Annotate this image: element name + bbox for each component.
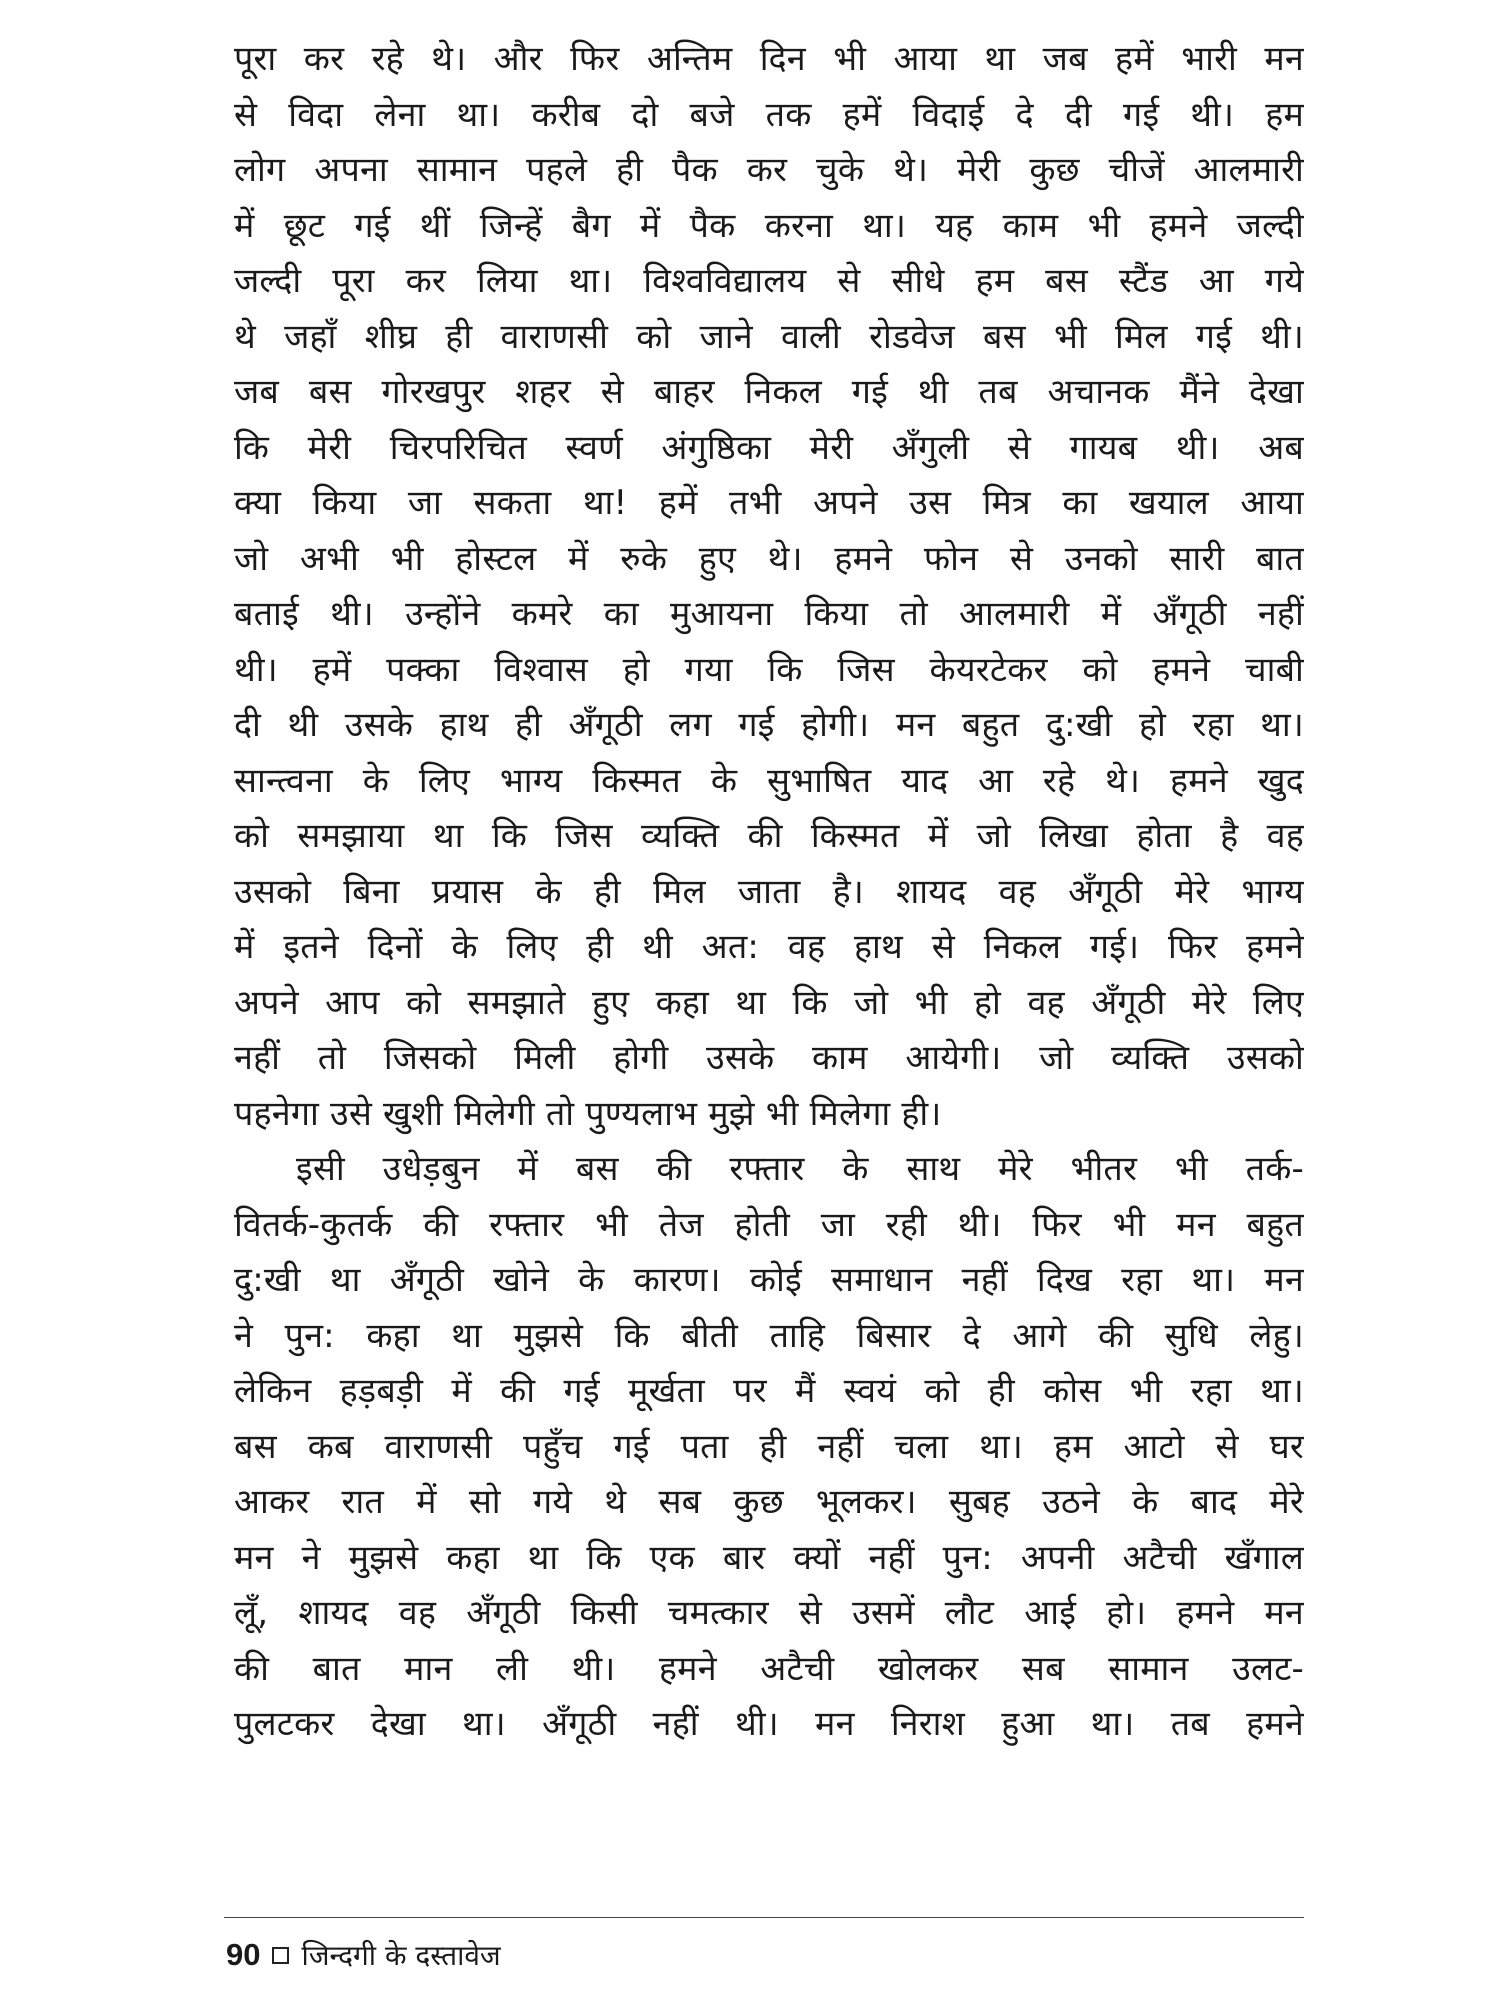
text-line: में छूट गई थीं जिन्हें बैग में पैक करना था। यह काम भी हमने जल्दी (234, 205, 1304, 246)
text-line: सान्त्वना के लिए भाग्य किस्मत के सुभाषित याद आ रहे थे। हमने खुद (234, 760, 1304, 801)
text-line: लूँ, शायद वह अँगूठी किसी चमत्कार से उसमें लौट आई हो। हमने मन (234, 1593, 1304, 1633)
text-line: कि मेरी चिरपरिचित स्वर्ण अंगुष्ठिका मेरी अँगुली से गायब थी। अब (234, 427, 1304, 468)
text-line: थी। हमें पक्का विश्वास हो गया कि जिस केयरटेकर को हमने चाबी (234, 649, 1304, 690)
text-line: में इतने दिनों के लिए ही थी अत: वह हाथ से निकल गई। फिर हमने (234, 927, 1304, 967)
text-line: वितर्क-कुतर्क की रफ्तार भी तेज होती जा रही थी। फिर भी मन बहुत (234, 1204, 1304, 1245)
paragraph-2 (234, 1142, 1304, 1753)
text-line: ने पुन: कहा था मुझसे कि बीती ताहि बिसार दे आगे की सुधि लेहु। (234, 1315, 1304, 1356)
text-line: पहनेगा उसे खुशी मिलेगी तो पुण्यलाभ मुझे भी मिलेगा ही। (234, 1093, 942, 1134)
text-line: पुलटकर देखा था। अँगूठी नहीं थी। मन निराश हुआ था। तब हमने (234, 1704, 1304, 1744)
text-line: क्या किया जा सकता था! हमें तभी अपने उस मित्र का खयाल आया (234, 483, 1304, 523)
text-line: बस कब वाराणसी पहुँच गई पता ही नहीं चला था। हम आटो से घर (234, 1426, 1304, 1467)
paragraph-1 (234, 32, 1304, 1142)
page-footer (226, 1935, 501, 1975)
text-line: नहीं तो जिसको मिली होगी उसके काम आयेगी। जो व्यक्ति उसको (234, 1038, 1304, 1078)
page-number: 90 (226, 1937, 261, 1972)
text-line: अपने आप को समझाते हुए कहा था कि जो भी हो वह अँगूठी मेरे लिए (234, 982, 1304, 1023)
text-line: को समझाया था कि जिस व्यक्ति की किस्मत में जो लिखा होता है वह (234, 816, 1304, 856)
square-bullet-icon (272, 1947, 289, 1964)
text-line: उसको बिना प्रयास के ही मिल जाता है। शायद वह अँगूठी मेरे भाग्य (234, 871, 1304, 912)
text-line: जल्दी पूरा कर लिया था। विश्वविद्यालय से सीधे हम बस स्टैंड आ गये (234, 261, 1304, 301)
footer-divider (224, 1917, 1304, 1918)
text-line: लोग अपना सामान पहले ही पैक कर चुके थे। मेरी कुछ चीजें आलमारी (234, 150, 1304, 190)
text-line: से विदा लेना था। करीब दो बजे तक हमें विदाई दे दी गई थी। हम (234, 94, 1304, 135)
book-title: जिन्दगी के दस्तावेज (301, 1939, 501, 1972)
text-line: दु:खी था अँगूठी खोने के कारण। कोई समाधान नहीं दिख रहा था। मन (234, 1260, 1304, 1300)
text-line: इसी उधेड़बुन में बस की रफ्तार के साथ मेरे भीतर भी तर्क- (296, 1149, 1304, 1189)
text-line: की बात मान ली थी। हमने अटैची खोलकर सब सामान उलट- (234, 1648, 1304, 1689)
text-line: लेकिन हड़बड़ी में की गई मूर्खता पर मैं स्वयं को ही कोस भी रहा था। (234, 1371, 1304, 1411)
text-line: जब बस गोरखपुर शहर से बाहर निकल गई थी तब अचानक मैंने देखा (234, 372, 1304, 412)
body-text (234, 32, 1304, 1753)
text-line: बताई थी। उन्होंने कमरे का मुआयना किया तो आलमारी में अँगूठी नहीं (234, 594, 1304, 634)
text-line: आकर रात में सो गये थे सब कुछ भूलकर। सुबह उठने के बाद मेरे (234, 1482, 1304, 1522)
text-line: पूरा कर रहे थे। और फिर अन्तिम दिन भी आया था जब हमें भारी मन (234, 39, 1304, 79)
text-line: जो अभी भी होस्टल में रुके हुए थे। हमने फोन से उनको सारी बात (234, 538, 1304, 579)
text-line: मन ने मुझसे कहा था कि एक बार क्यों नहीं पुन: अपनी अटैची खँगाल (234, 1537, 1304, 1578)
text-line: थे जहाँ शीघ्र ही वाराणसी को जाने वाली रोडवेज बस भी मिल गई थी। (234, 316, 1304, 357)
text-line: दी थी उसके हाथ ही अँगूठी लग गई होगी। मन बहुत दु:खी हो रहा था। (234, 705, 1304, 745)
